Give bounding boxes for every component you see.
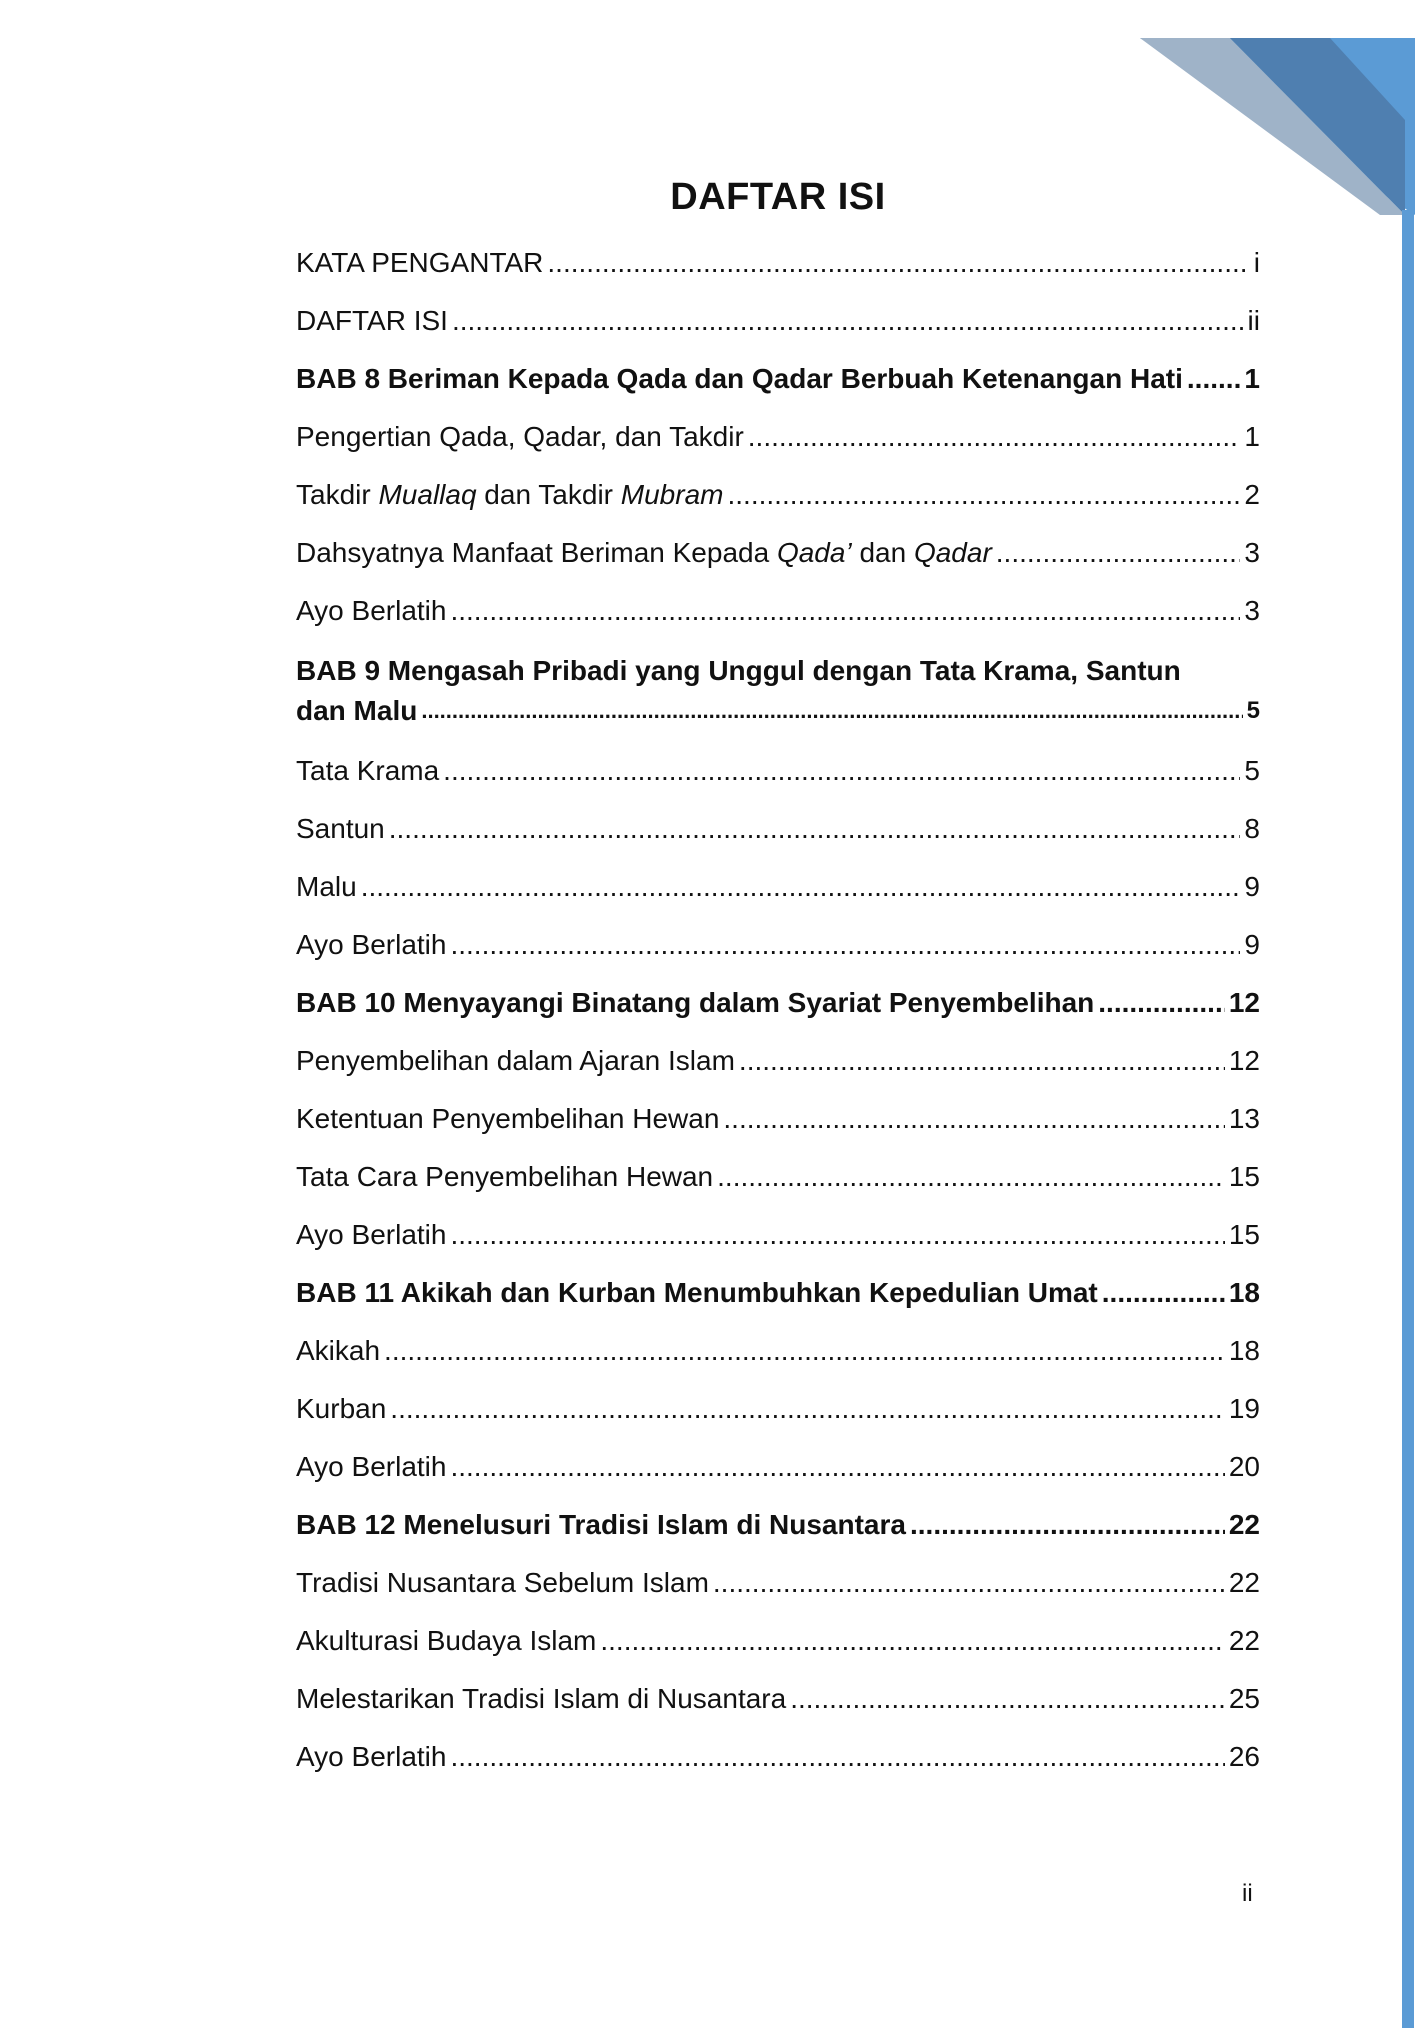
dot-leader xyxy=(723,1102,1224,1136)
toc-entry-page: 5 xyxy=(1246,697,1260,724)
toc-entry-page: 3 xyxy=(1244,537,1260,568)
toc-entry-label: Pengertian Qada, Qadar, dan Takdir xyxy=(296,421,744,452)
dot-leader xyxy=(361,870,1241,904)
toc-entry-page: 18 xyxy=(1228,1277,1260,1308)
toc-entry-label: Tradisi Nusantara Sebelum Islam xyxy=(296,1567,709,1598)
toc-entry-label: Akikah xyxy=(296,1335,381,1366)
toc-entry-page: 22 xyxy=(1228,1625,1260,1656)
dot-leader xyxy=(547,246,1249,280)
toc-entry-label: Melestarikan Tradisi Islam di Nusantara xyxy=(296,1683,787,1714)
toc-entry-page: 3 xyxy=(1244,595,1260,626)
dot-leader xyxy=(443,754,1240,788)
toc-entry-penyembelihan-ajaran[interactable] xyxy=(296,1044,1260,1078)
toc-entry-label: DAFTAR ISI xyxy=(296,305,448,336)
toc-entry-label: Ayo Berlatih xyxy=(296,1451,447,1482)
dot-leader xyxy=(1102,1276,1225,1310)
toc-entry-label: Ayo Berlatih xyxy=(296,1741,447,1772)
toc-entry-page: 1 xyxy=(1244,421,1260,452)
toc-entry-bab-8[interactable] xyxy=(296,362,1260,396)
dot-leader xyxy=(790,1682,1225,1716)
dot-leader xyxy=(452,304,1244,338)
toc-entry-page: 8 xyxy=(1244,813,1260,844)
toc-entry-label: Ayo Berlatih xyxy=(296,929,447,960)
toc-entry-label: Tata Krama xyxy=(296,755,440,786)
toc-entry-page: 15 xyxy=(1228,1161,1260,1192)
toc-entry-daftar-isi[interactable] xyxy=(296,304,1260,338)
dot-leader xyxy=(450,928,1240,962)
toc-entry-page: 9 xyxy=(1244,929,1260,960)
toc-entry-kata-pengantar[interactable] xyxy=(296,246,1260,280)
toc-entry-label: Santun xyxy=(296,813,385,844)
toc-entry-label: Dahsyatnya Manfaat Beriman Kepada Qada’ dan Qadar xyxy=(296,537,992,568)
toc-entry-label: BAB 8 Beriman Kepada Qada dan Qadar Berbuah Ketenangan Hati xyxy=(296,363,1183,394)
toc-entry-page: 25 xyxy=(1228,1683,1260,1714)
toc-entry-page: 26 xyxy=(1228,1741,1260,1772)
dot-leader xyxy=(600,1624,1224,1658)
toc-entry-ayo-berlatih-11[interactable] xyxy=(296,1450,1260,1484)
toc-entry-label: Ketentuan Penyembelihan Hewan xyxy=(296,1103,720,1134)
toc-entry-bab-10[interactable] xyxy=(296,986,1260,1020)
toc-entry-label: Penyembelihan dalam Ajaran Islam xyxy=(296,1045,735,1076)
toc-entry-page: 5 xyxy=(1244,755,1260,786)
dot-leader xyxy=(727,478,1240,512)
toc-entry-page: 18 xyxy=(1228,1335,1260,1366)
toc-entry-akikah[interactable] xyxy=(296,1334,1260,1368)
toc-entry-kurban[interactable] xyxy=(296,1392,1260,1426)
toc-entry-page: 2 xyxy=(1244,479,1260,510)
toc-entry-ayo-berlatih-8[interactable] xyxy=(296,594,1260,628)
toc-entry-tradisi-nusantara[interactable] xyxy=(296,1566,1260,1600)
toc-entry-bab-9[interactable] xyxy=(296,652,1260,730)
table-of-contents xyxy=(296,246,1260,1798)
toc-entry-page: 22 xyxy=(1228,1509,1260,1540)
toc-entry-label: Akulturasi Budaya Islam xyxy=(296,1625,597,1656)
toc-entry-page: 1 xyxy=(1244,363,1260,394)
toc-entry-page: 15 xyxy=(1228,1219,1260,1250)
dot-leader xyxy=(384,1334,1225,1368)
toc-entry-tata-krama[interactable] xyxy=(296,754,1260,788)
toc-entry-page: 20 xyxy=(1228,1451,1260,1482)
toc-entry-label: KATA PENGANTAR xyxy=(296,247,544,278)
right-edge-stripe xyxy=(1402,210,1414,2028)
dot-leader xyxy=(996,536,1241,570)
toc-entry-ayo-berlatih-9[interactable] xyxy=(296,928,1260,962)
toc-entry-label: Ayo Berlatih xyxy=(296,1219,447,1250)
dot-leader xyxy=(450,594,1240,628)
toc-entry-pengertian-qada[interactable] xyxy=(296,420,1260,454)
toc-entry-page: 13 xyxy=(1228,1103,1260,1134)
toc-entry-tata-cara-penyembelihan[interactable] xyxy=(296,1160,1260,1194)
toc-entry-melestarikan-tradisi[interactable] xyxy=(296,1682,1260,1716)
toc-entry-bab-11[interactable] xyxy=(296,1276,1260,1310)
dot-leader xyxy=(1187,362,1241,396)
toc-entry-page: 19 xyxy=(1228,1393,1260,1424)
toc-entry-page: i xyxy=(1253,247,1260,278)
toc-entry-takdir-muallaq[interactable] xyxy=(296,478,1260,512)
dot-leader xyxy=(450,1740,1224,1774)
dot-leader xyxy=(717,1160,1225,1194)
toc-entry-label: BAB 12 Menelusuri Tradisi Islam di Nusantara xyxy=(296,1509,906,1540)
toc-entry-dahsyatnya-manfaat[interactable] xyxy=(296,536,1260,570)
toc-entry-label: Takdir Muallaq dan Takdir Mubram xyxy=(296,479,724,510)
toc-entry-page: 12 xyxy=(1228,987,1260,1018)
toc-entry-bab-12[interactable] xyxy=(296,1508,1260,1542)
dot-leader xyxy=(450,1218,1224,1252)
toc-entry-label: Kurban xyxy=(296,1393,387,1424)
dot-leader xyxy=(739,1044,1225,1078)
page-title: DAFTAR ISI xyxy=(670,176,886,218)
toc-entry-label-line1: BAB 9 Mengasah Pribadi yang Unggul dengan Tata Krama, Santun xyxy=(296,655,1181,686)
dot-leader xyxy=(910,1508,1225,1542)
dot-leader xyxy=(1098,986,1225,1020)
page-number: ii xyxy=(1242,1880,1253,1907)
dot-leader xyxy=(748,420,1241,454)
toc-entry-page: 12 xyxy=(1228,1045,1260,1076)
toc-entry-label-line2: dan Malu xyxy=(296,695,418,726)
toc-entry-label: Tata Cara Penyembelihan Hewan xyxy=(296,1161,714,1192)
dot-leader xyxy=(450,1450,1224,1484)
toc-entry-ketentuan-penyembelihan[interactable] xyxy=(296,1102,1260,1136)
toc-entry-label: Malu xyxy=(296,871,357,902)
toc-entry-label: BAB 11 Akikah dan Kurban Menumbuhkan Kepedulian Umat xyxy=(296,1277,1098,1308)
dot-leader xyxy=(713,1566,1225,1600)
toc-entry-page: ii xyxy=(1247,305,1260,336)
dot-leader xyxy=(389,812,1241,846)
toc-entry-page: 22 xyxy=(1228,1567,1260,1598)
dot-leader xyxy=(421,690,1242,730)
toc-entry-akulturasi-budaya[interactable] xyxy=(296,1624,1260,1658)
toc-entry-label: Ayo Berlatih xyxy=(296,595,447,626)
toc-entry-ayo-berlatih-10[interactable] xyxy=(296,1218,1260,1252)
toc-entry-santun[interactable] xyxy=(296,812,1260,846)
dot-leader xyxy=(390,1392,1225,1426)
toc-entry-ayo-berlatih-12[interactable] xyxy=(296,1740,1260,1774)
toc-entry-label: BAB 10 Menyayangi Binatang dalam Syariat Penyembelihan xyxy=(296,987,1095,1018)
toc-entry-malu[interactable] xyxy=(296,870,1260,904)
toc-entry-page: 9 xyxy=(1244,871,1260,902)
